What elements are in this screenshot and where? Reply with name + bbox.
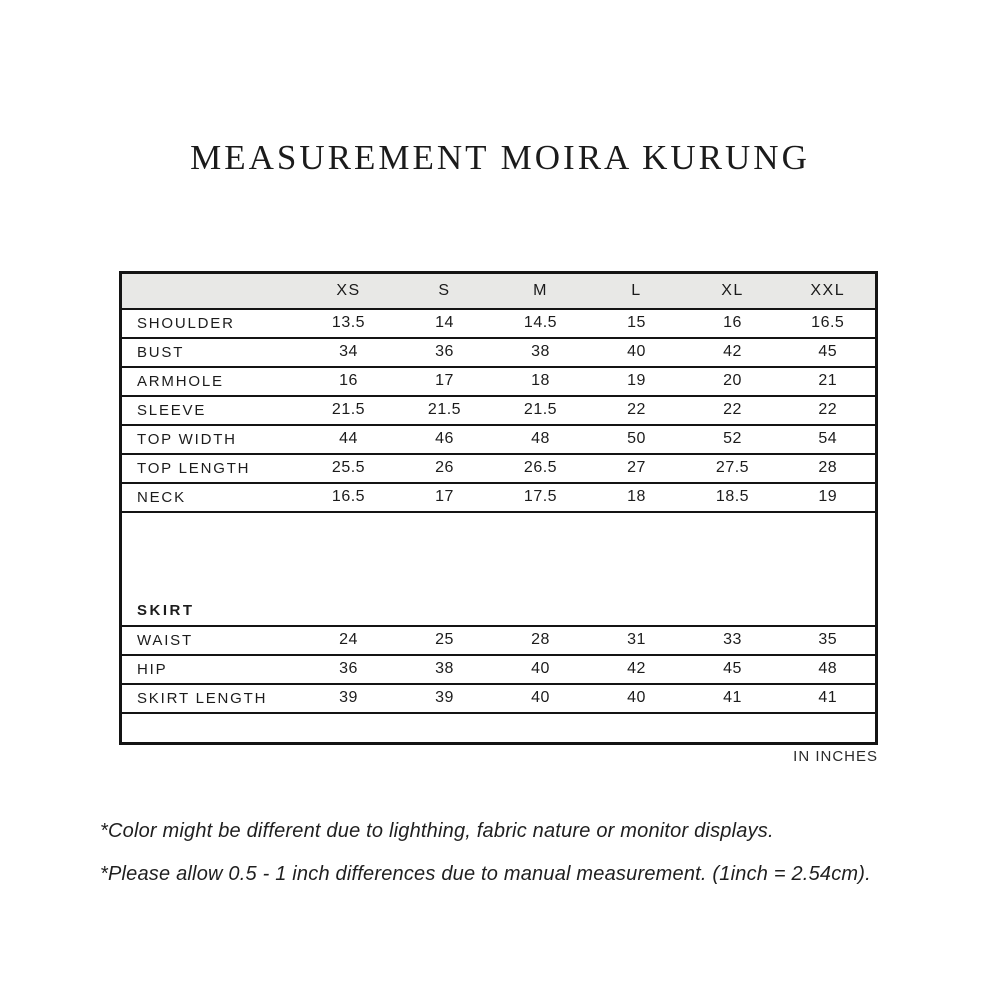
measurement-cell: 19 — [818, 488, 838, 505]
measurement-cell: 21.5 — [523, 401, 558, 418]
measurement-cell: 46 — [435, 430, 454, 447]
row-label: BUST — [137, 343, 185, 361]
size-chart-table — [119, 271, 878, 745]
row-label: SHOULDER — [137, 314, 235, 332]
table-row — [121, 655, 877, 684]
spacer-row — [121, 713, 877, 744]
measurement-cell: 17.5 — [523, 488, 558, 505]
row-label: TOP LENGTH — [137, 459, 251, 477]
measurement-cell: 27.5 — [715, 459, 750, 476]
measurement-cell: 48 — [818, 660, 838, 677]
section-label: SKIRT — [137, 601, 195, 619]
measurement-cell: 54 — [818, 430, 838, 447]
column-header: XL — [721, 281, 744, 299]
measurement-cell: 48 — [531, 430, 550, 447]
measurement-cell: 40 — [531, 689, 550, 706]
measurement-cell: 13.5 — [331, 314, 366, 331]
measurement-cell: 44 — [339, 430, 358, 447]
measurement-cell: 36 — [435, 343, 454, 360]
measurement-cell: 14 — [435, 314, 454, 331]
measurement-cell: 42 — [723, 343, 742, 360]
column-header: S — [438, 281, 451, 299]
measurement-cell: 45 — [818, 343, 838, 360]
measurement-cell: 34 — [339, 343, 358, 360]
column-header-empty — [121, 273, 301, 309]
measurement-cell: 42 — [627, 660, 646, 677]
spacer-cell — [121, 713, 877, 744]
measurement-cell: 17 — [435, 488, 454, 505]
measurement-cell: 38 — [435, 660, 454, 677]
measurement-cell: 19 — [627, 372, 646, 389]
measurement-cell: 45 — [723, 660, 742, 677]
measurement-cell: 20 — [723, 372, 742, 389]
table-row — [121, 483, 877, 512]
measurement-cell: 40 — [531, 660, 550, 677]
measurement-cell: 28 — [818, 459, 838, 476]
measurement-cell: 17 — [435, 372, 454, 389]
measurement-cell: 18.5 — [715, 488, 750, 505]
column-header: XXL — [810, 281, 846, 299]
measurement-cell: 16 — [339, 372, 358, 389]
column-header: M — [533, 281, 548, 299]
header-row — [121, 273, 877, 309]
column-header: XS — [336, 281, 361, 299]
measurement-cell: 50 — [627, 430, 646, 447]
table-row — [121, 454, 877, 483]
measurement-cell: 18 — [627, 488, 646, 505]
section-row — [121, 512, 877, 626]
unit-label: IN INCHES — [793, 748, 878, 765]
measurement-cell: 33 — [723, 631, 742, 648]
measurement-cell: 25.5 — [331, 459, 366, 476]
measurement-cell: 18 — [531, 372, 550, 389]
measurement-cell: 27 — [627, 459, 646, 476]
measurement-cell: 26.5 — [523, 459, 558, 476]
measurement-cell: 40 — [627, 689, 646, 706]
row-label: SLEEVE — [137, 401, 207, 419]
measurement-cell: 21.5 — [427, 401, 462, 418]
measurement-cell: 28 — [531, 631, 550, 648]
note-measurement-disclaimer: *Please allow 0.5 - 1 inch differences due to manual measurement. (1inch = 2.54cm). — [100, 863, 871, 885]
column-header: L — [631, 281, 642, 299]
row-label: NECK — [137, 488, 186, 506]
measurement-cell: 41 — [723, 689, 742, 706]
table-body — [121, 309, 877, 744]
table-row — [121, 425, 877, 454]
measurement-cell: 52 — [723, 430, 742, 447]
table-row — [121, 338, 877, 367]
measurement-cell: 22 — [818, 401, 838, 418]
measurement-cell: 35 — [818, 631, 838, 648]
page-title: MEASUREMENT MOIRA KURUNG — [190, 138, 810, 177]
measurement-cell: 39 — [435, 689, 454, 706]
table-row — [121, 367, 877, 396]
measurement-cell: 21.5 — [331, 401, 366, 418]
row-label: WAIST — [137, 631, 193, 649]
measurement-cell: 16.5 — [811, 314, 845, 331]
measurement-cell: 16.5 — [331, 488, 366, 505]
table-row — [121, 626, 877, 655]
row-label: ARMHOLE — [137, 372, 224, 390]
measurement-cell: 39 — [339, 689, 358, 706]
measurement-cell: 21 — [818, 372, 838, 389]
table-row — [121, 396, 877, 425]
row-label: SKIRT LENGTH — [137, 689, 268, 707]
measurement-cell: 40 — [627, 343, 646, 360]
measurement-cell: 16 — [723, 314, 742, 331]
row-label: HIP — [137, 660, 168, 678]
measurement-cell: 26 — [435, 459, 454, 476]
measurement-cell: 22 — [723, 401, 742, 418]
table-row — [121, 309, 877, 338]
measurement-cell: 14.5 — [523, 314, 558, 331]
measurement-cell: 31 — [627, 631, 646, 648]
measurement-cell: 41 — [818, 689, 838, 706]
note-color-disclaimer: *Color might be different due to lighthing, fabric nature or monitor displays. — [100, 820, 774, 842]
table-row — [121, 684, 877, 713]
measurement-cell: 24 — [339, 631, 358, 648]
measurement-cell: 36 — [339, 660, 358, 677]
measurement-cell: 25 — [435, 631, 454, 648]
measurement-cell: 22 — [627, 401, 646, 418]
measurement-cell: 38 — [531, 343, 550, 360]
row-label: TOP WIDTH — [137, 430, 237, 448]
measurement-cell: 15 — [627, 314, 646, 331]
